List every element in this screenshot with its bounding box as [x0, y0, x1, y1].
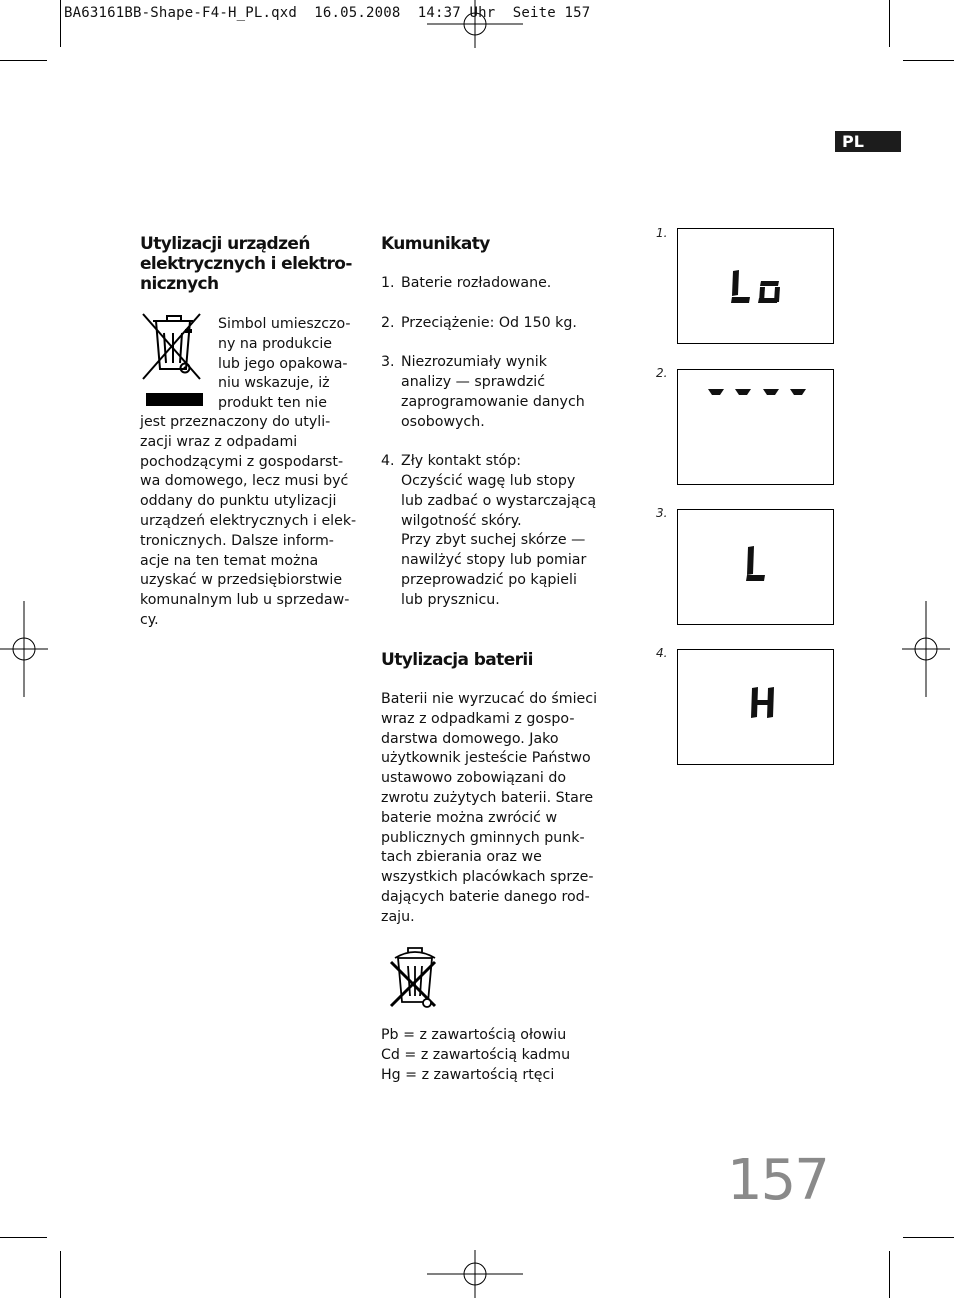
registration-mark-left — [0, 601, 48, 697]
list-item: 4. Zły kontakt stóp: Oczyścić wagę lub stopy lub zadbać o wystarczającą wilgotność skóry. Przy zbyt suchej skórze — nawilżyć stopy lub pomiar przeprowadzić po kąpieli lub prysznicu. — [381, 453, 597, 608]
lcd-reading-lo — [678, 229, 835, 345]
battery-legend: Pb = z zawartością ołowiu Cd = z zawartością kadmu Hg = z zawartością rtęci — [381, 1027, 571, 1083]
disposal-text-beside-icon: Simbol umieszczo- ny na produkcie lub jego opakowa- niu wskazuje, iż produkt ten nie — [218, 316, 351, 412]
crop-mark — [903, 60, 954, 61]
crop-mark — [889, 0, 890, 47]
registration-mark-bottom — [427, 1250, 523, 1298]
display-h — [677, 649, 834, 765]
crop-mark — [60, 0, 61, 47]
messages-title: Kumunikaty — [381, 234, 490, 254]
display-number: 2. — [656, 366, 668, 380]
lcd-reading-l — [678, 510, 835, 626]
crossed-out-bin-icon — [388, 946, 442, 1014]
crop-mark — [0, 1237, 47, 1238]
list-item: 2. Przeciążenie: Od 150 kg. — [381, 314, 577, 331]
display-number: 3. — [656, 506, 668, 520]
crop-mark — [903, 1237, 954, 1238]
battery-disposal-title: Utylizacja baterii — [381, 650, 533, 670]
battery-disposal-text: Baterii nie wyrzucać do śmieci wraz z odpadkami z gospo- darstwa domowego. Jako użytkownik jesteście Państwo ustawowo zobowiązani do zwrotu zużytych baterii. Stare baterie można zwrócić w publicznych gminnych punk- tach zbierania oraz we wszystkich placówkach sprze- dających baterie danego rod- zaju. — [381, 691, 598, 925]
messages-list — [381, 274, 611, 630]
crop-mark — [889, 1251, 890, 1298]
disposal-devices-title: Utylizacji urządzeń elektrycznych i elektro- nicznych — [140, 234, 352, 294]
page-number: 157 — [727, 1148, 828, 1213]
crossed-out-wheelie-bin-icon — [140, 311, 204, 409]
display-dashes — [677, 369, 834, 485]
lcd-reading-h — [678, 650, 835, 766]
display-number: 1. — [656, 226, 668, 240]
language-tab: PL — [835, 131, 901, 152]
crop-mark — [0, 60, 47, 61]
display-number: 4. — [656, 646, 668, 660]
crop-mark — [60, 1251, 61, 1298]
lcd-reading-dashes — [678, 370, 835, 486]
display-l — [677, 509, 834, 625]
list-item: 3. Niezrozumiały wynik analizy — sprawdzić zaprogramowanie danych osobowych. — [381, 354, 585, 430]
registration-mark-right — [902, 601, 950, 697]
print-slug: BA63161BB-Shape-F4-H_PL.qxd 16.05.2008 14:37 Uhr Seite 157 — [64, 5, 591, 21]
disposal-text: jest przeznaczony do utyli- zacji wraz z odpadami pochodzącymi z gospodarst- wa domowego, lecz musi być oddany do punktu utylizacji urządzeń elektrycznych i elek- tronicznych. Dalsze inform- acje na ten temat można uzyskać w przedsiębiorstwie komunalnym lub u sprzedaw- cy. — [140, 414, 357, 628]
display-lo — [677, 228, 834, 344]
list-item: 1. Baterie rozładowane. — [381, 275, 552, 291]
